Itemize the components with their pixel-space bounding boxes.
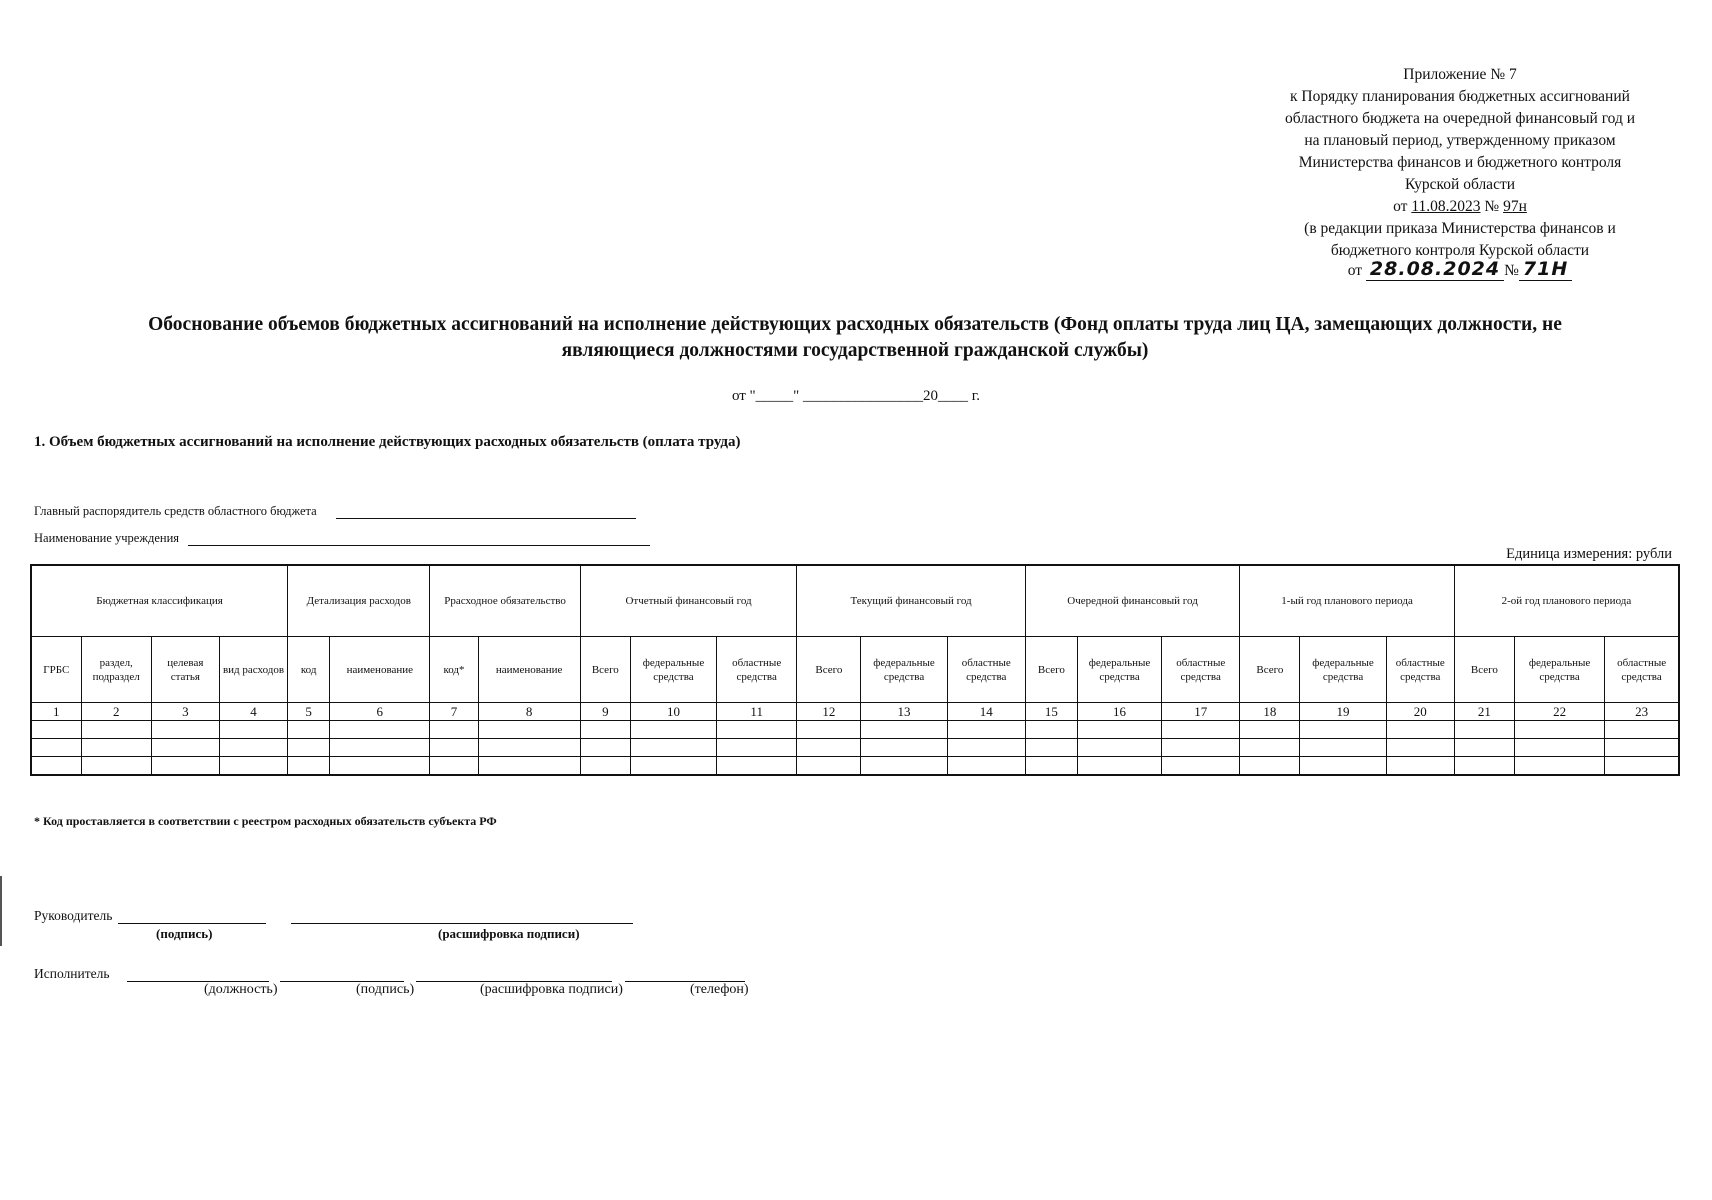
table-cell[interactable] (1514, 739, 1604, 757)
table-cell[interactable] (288, 721, 330, 739)
handwritten-number: 71Н (1519, 258, 1572, 281)
column-header: федеральные средства (861, 637, 947, 703)
exec-sign-line[interactable] (280, 969, 404, 982)
handwritten-date: 28.08.2024 (1366, 258, 1504, 281)
appendix-line: к Порядку планирования бюджетных ассигнований (1290, 88, 1630, 105)
title-line-1: Обоснование объемов бюджетных ассигнований на исполнение действующих расходных обязательств (Фонд оплаты труда лиц ЦА, замещающих должности, не (148, 314, 1562, 335)
appendix-line: на плановый период, утвержденному приказом (1304, 132, 1616, 149)
column-number: 21 (1454, 703, 1514, 721)
grbs-row (34, 504, 636, 519)
column-header: ГРБС (31, 637, 81, 703)
column-number: 3 (151, 703, 219, 721)
table-cell[interactable] (1077, 721, 1161, 739)
table-cell[interactable] (478, 721, 580, 739)
table-cell[interactable] (630, 739, 716, 757)
institution-field-line[interactable] (188, 533, 650, 546)
table-cell[interactable] (31, 757, 81, 776)
group-header: Детализация расходов (288, 565, 430, 637)
table-cell[interactable] (947, 757, 1025, 776)
table-cell[interactable] (1386, 757, 1454, 776)
table-cell[interactable] (797, 721, 861, 739)
table-cell[interactable] (1240, 739, 1300, 757)
column-number: 18 (1240, 703, 1300, 721)
table-cell[interactable] (1386, 721, 1454, 739)
order-reference (1240, 196, 1680, 218)
head-sign-line[interactable] (118, 911, 266, 924)
table-cell[interactable] (430, 739, 478, 757)
column-number: 12 (797, 703, 861, 721)
appendix-line: Министерства финансов и бюджетного контроля (1298, 154, 1622, 171)
column-number: 22 (1514, 703, 1604, 721)
table-row (31, 721, 1679, 739)
group-header: Текущий финансовый год (797, 565, 1026, 637)
column-header: федеральные средства (1077, 637, 1161, 703)
column-header: областные средства (717, 637, 797, 703)
column-number: 1 (31, 703, 81, 721)
table-cell[interactable] (1300, 721, 1386, 739)
executor-label: Исполнитель (34, 966, 110, 981)
head-signature-row (34, 908, 633, 924)
head-sign-caption: (подпись) (156, 926, 213, 941)
table-row (31, 739, 1679, 757)
footnote: * Код проставляется в соответствии с реестром расходных обязательств субъекта РФ (34, 814, 497, 828)
table-cell[interactable] (630, 721, 716, 739)
group-header: 2-ой год планового периода (1454, 565, 1679, 637)
unit-of-measure: Единица измерения: рубли (1506, 546, 1672, 562)
table-row (31, 757, 1679, 776)
table-cell[interactable] (717, 721, 797, 739)
table-cell[interactable] (630, 757, 716, 776)
column-header: федеральные средства (1514, 637, 1604, 703)
column-header: Всего (1025, 637, 1077, 703)
table-cell[interactable] (1162, 739, 1240, 757)
group-header-row (31, 565, 1679, 637)
table-cell[interactable] (861, 739, 947, 757)
column-header: областные средства (1386, 637, 1454, 703)
table-cell[interactable] (1077, 739, 1161, 757)
table-cell[interactable] (1025, 721, 1077, 739)
table-cell[interactable] (1025, 757, 1077, 776)
column-number: 4 (219, 703, 287, 721)
column-header: вид расходов (219, 637, 287, 703)
table-cell[interactable] (151, 721, 219, 739)
exec-decode-line[interactable] (416, 969, 612, 982)
table-cell[interactable] (1605, 739, 1679, 757)
edition-line: бюджетного контроля Курской области (1330, 242, 1590, 259)
table-cell[interactable] (1514, 721, 1604, 739)
table-cell[interactable] (1162, 721, 1240, 739)
exec-phone-line[interactable] (625, 969, 745, 982)
table-cell[interactable] (1605, 757, 1679, 776)
table-cell[interactable] (478, 739, 580, 757)
group-header: Бюджетная классификация (31, 565, 288, 637)
column-header: Всего (797, 637, 861, 703)
column-number: 8 (478, 703, 580, 721)
column-header: Всего (580, 637, 630, 703)
column-number: 19 (1300, 703, 1386, 721)
appendix-block (1240, 64, 1680, 282)
column-header: Всего (1454, 637, 1514, 703)
head-decode-caption: (расшифровка подписи) (438, 926, 580, 941)
column-number: 17 (1162, 703, 1240, 721)
order-number: 97н (1503, 198, 1527, 215)
column-header: целевая статья (151, 637, 219, 703)
column-number: 11 (717, 703, 797, 721)
group-header: Очередной финансовый год (1025, 565, 1239, 637)
table-cell[interactable] (580, 739, 630, 757)
column-header: код (288, 637, 330, 703)
column-header: федеральные средства (1300, 637, 1386, 703)
exec-position-caption: (должность) (204, 982, 278, 997)
column-number-row (31, 703, 1679, 721)
table-cell[interactable] (861, 757, 947, 776)
column-number: 16 (1077, 703, 1161, 721)
section-heading: 1. Объем бюджетных ассигнований на исполнение действующих расходных обязательств (оплата труда) (34, 434, 741, 450)
table-cell[interactable] (797, 739, 861, 757)
table-cell[interactable] (1386, 739, 1454, 757)
table-cell[interactable] (31, 739, 81, 757)
table-cell[interactable] (580, 757, 630, 776)
group-header: Отчетный финансовый год (580, 565, 797, 637)
edition-line: (в редакции приказа Министерства финансов и (1304, 220, 1616, 237)
table-cell[interactable] (947, 739, 1025, 757)
column-number: 2 (81, 703, 151, 721)
institution-row (34, 531, 650, 546)
executor-signature-row (34, 966, 745, 982)
table-cell[interactable] (219, 739, 287, 757)
edit-prefix: от (1347, 262, 1366, 279)
table-cell[interactable] (81, 739, 151, 757)
group-header: 1-ый год планового периода (1240, 565, 1455, 637)
edit-no-prefix: № (1504, 262, 1519, 279)
table-cell[interactable] (31, 721, 81, 739)
column-number: 13 (861, 703, 947, 721)
table-cell[interactable] (430, 757, 478, 776)
column-number: 10 (630, 703, 716, 721)
column-header: раздел, подраздел (81, 637, 151, 703)
column-header: областные средства (1605, 637, 1679, 703)
column-header: код* (430, 637, 478, 703)
exec-decode-caption: (расшифровка подписи) (480, 982, 623, 997)
table-cell[interactable] (1605, 721, 1679, 739)
table-cell[interactable] (430, 721, 478, 739)
table-cell[interactable] (1454, 739, 1514, 757)
table-cell[interactable] (151, 757, 219, 776)
exec-position-line[interactable] (127, 969, 269, 982)
table-cell[interactable] (1240, 757, 1300, 776)
order-prefix: от (1393, 198, 1412, 215)
column-number: 14 (947, 703, 1025, 721)
table-cell[interactable] (81, 721, 151, 739)
table-cell[interactable] (1514, 757, 1604, 776)
table-cell[interactable] (1162, 757, 1240, 776)
subheader-row (31, 637, 1679, 703)
column-header: Всего (1240, 637, 1300, 703)
budget-table (30, 564, 1680, 776)
table-cell[interactable] (288, 739, 330, 757)
head-label: Руководитель (34, 908, 113, 923)
group-header: Ррасходное обязательство (430, 565, 580, 637)
column-number: 23 (1605, 703, 1679, 721)
table-cell[interactable] (717, 739, 797, 757)
table-cell[interactable] (330, 757, 430, 776)
appendix-line: Курской области (1404, 176, 1516, 193)
appendix-title: Приложение № 7 (1403, 66, 1517, 83)
table-cell[interactable] (81, 757, 151, 776)
exec-sign-caption: (подпись) (356, 982, 415, 997)
appendix-line: областного бюджета на очередной финансовый год и (1284, 110, 1636, 127)
table-cell[interactable] (1077, 757, 1161, 776)
table-cell[interactable] (288, 757, 330, 776)
table-cell[interactable] (947, 721, 1025, 739)
table-cell[interactable] (1454, 721, 1514, 739)
table-cell[interactable] (1300, 739, 1386, 757)
exec-phone-caption: (телефон) (690, 982, 749, 997)
table-cell[interactable] (1240, 721, 1300, 739)
date-line: от "_____" ________________20____ г. (731, 388, 981, 404)
table-cell[interactable] (861, 721, 947, 739)
order-date: 11.08.2023 (1411, 198, 1481, 215)
column-number: 9 (580, 703, 630, 721)
table-cell[interactable] (219, 757, 287, 776)
table-cell[interactable] (717, 757, 797, 776)
document-title (40, 312, 1670, 364)
table-cell[interactable] (330, 739, 430, 757)
column-header: наименование (478, 637, 580, 703)
head-decode-line[interactable] (291, 911, 633, 924)
order-no-prefix: № (1480, 198, 1504, 215)
table-cell[interactable] (151, 739, 219, 757)
column-number: 7 (430, 703, 478, 721)
column-header: областные средства (1162, 637, 1240, 703)
table-cell[interactable] (580, 721, 630, 739)
table-cell[interactable] (330, 721, 430, 739)
edition-reference (1240, 258, 1680, 282)
institution-label: Наименование учреждения (34, 531, 180, 545)
table-cell[interactable] (1300, 757, 1386, 776)
table-cell[interactable] (1025, 739, 1077, 757)
table-cell[interactable] (478, 757, 580, 776)
column-number: 15 (1025, 703, 1077, 721)
column-header: областные средства (947, 637, 1025, 703)
table-cell[interactable] (797, 757, 861, 776)
table-cell[interactable] (1454, 757, 1514, 776)
scan-edge-mark (0, 876, 2, 946)
column-header: наименование (330, 637, 430, 703)
table-cell[interactable] (219, 721, 287, 739)
column-number: 6 (330, 703, 430, 721)
column-header: федеральные средства (630, 637, 716, 703)
title-line-2: являющиеся должностями государственной гражданской службы) (561, 340, 1149, 361)
column-number: 5 (288, 703, 330, 721)
column-number: 20 (1386, 703, 1454, 721)
grbs-label: Главный распорядитель средств областного бюджета (34, 504, 317, 518)
grbs-field-line[interactable] (336, 506, 636, 519)
